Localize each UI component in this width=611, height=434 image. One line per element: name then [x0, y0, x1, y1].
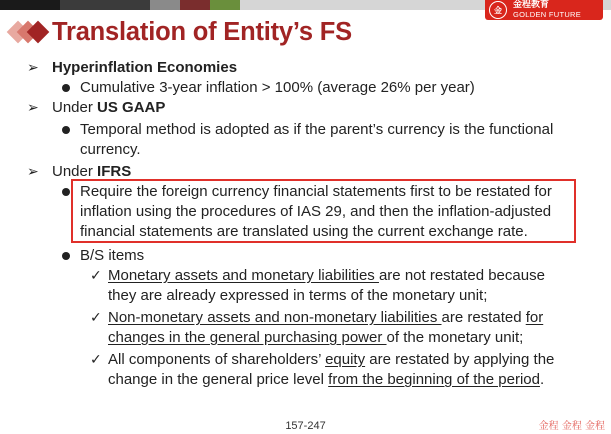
check-bullet-icon: ✓ — [90, 352, 102, 368]
us-gaap-heading: Under US GAAP — [52, 99, 166, 116]
watermark: 金程 金程 金程 — [538, 421, 605, 432]
ifrs-bullet-line3: financial statements are translated using the current exchange rate. — [80, 223, 528, 240]
check3-line1: All components of shareholders’ equity are restated by applying the — [108, 351, 555, 368]
logo-en-text: GOLDEN FUTURE — [513, 10, 582, 19]
logo-cn-text: 金程教育 — [513, 0, 550, 10]
diamond-bullets-icon — [6, 16, 52, 48]
strip-segment — [60, 0, 150, 10]
arrow-bullet-icon: ➢ — [27, 164, 39, 180]
golden-future-logo — [485, 0, 603, 20]
check-bullet-icon: ✓ — [90, 310, 102, 326]
hyperinflation-bullet: Cumulative 3-year inflation > 100% (average 26% per year) — [80, 79, 475, 96]
check1-line1: Monetary assets and monetary liabilities are not restated because — [108, 267, 545, 284]
bs-items-bullet: B/S items — [80, 247, 145, 264]
slide-title: Translation of Entity’s FS — [52, 17, 352, 46]
check2-line1: Non-monetary assets and non-monetary liabilities are restated for — [108, 309, 544, 326]
strip-segment — [150, 0, 180, 10]
arrow-bullet-icon: ➢ — [27, 60, 39, 76]
strip-segment — [180, 0, 210, 10]
logo-seal-icon: 金 — [489, 1, 507, 19]
round-bullet-icon — [62, 252, 70, 260]
strip-segment — [0, 0, 60, 10]
round-bullet-icon — [62, 84, 70, 92]
hyperinflation-heading: Hyperinflation Economies — [52, 59, 238, 76]
arrow-bullet-icon: ➢ — [27, 100, 39, 116]
highlight-box — [71, 179, 576, 243]
ifrs-heading: Under IFRS — [52, 163, 132, 180]
strip-segment — [210, 0, 240, 10]
round-bullet-icon — [62, 126, 70, 134]
title-row — [6, 15, 352, 49]
check-bullet-icon: ✓ — [90, 268, 102, 284]
ifrs-bullet-line1: Require the foreign currency financial statements first to be restated for — [80, 183, 552, 200]
check2-line2: changes in the general purchasing power of the monetary unit; — [108, 329, 524, 346]
check3-line2: change in the general price level from the beginning of the period. — [108, 371, 545, 388]
logo-text — [513, 1, 581, 19]
us-gaap-bullet-line1: Temporal method is adopted as if the parent’s currency is the functional — [80, 121, 554, 138]
check1-line2: they are already expressed in terms of the monetary unit; — [108, 287, 488, 304]
ifrs-bullet-line2: inflation using the procedures of IAS 29, and then the inflation-adjusted — [80, 203, 552, 220]
us-gaap-bullet-line2: currency. — [80, 141, 141, 158]
round-bullet-icon — [62, 188, 70, 196]
page-number: 157-247 — [285, 420, 326, 432]
